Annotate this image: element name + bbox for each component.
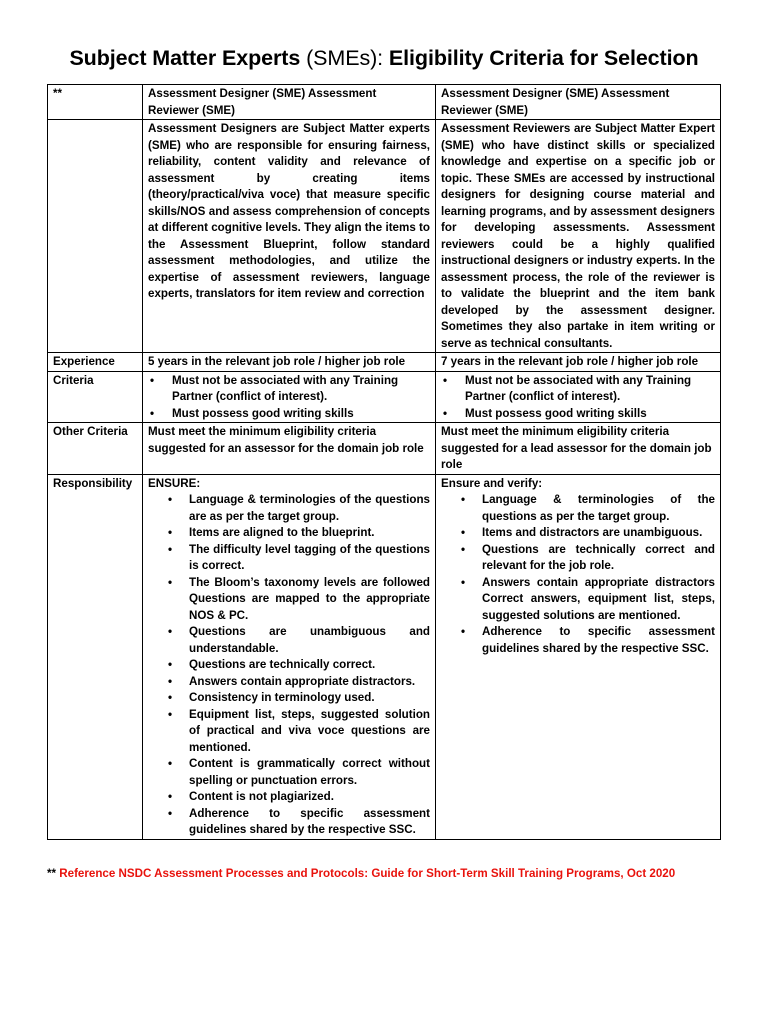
header-reviewer: Assessment Designer (SME) Assessment Reviewer (SME)	[436, 85, 721, 120]
reference-footnote	[47, 867, 675, 880]
description-row	[48, 120, 721, 353]
experience-label: Experience	[48, 353, 143, 372]
list-item: • Must not be associated with any Training Partner (conflict of interest).	[148, 373, 430, 406]
header-col1: **	[48, 85, 143, 120]
designer-description: Assessment Designers are Subject Matter experts (SME) who are responsible for ensuring fairness, reliability, content validity and relevance of assessment by creating items (theory/practical/viva voce) that measure specific skills/NOS and assess comprehension of concepts at different cognitive levels. They align the items to the Assessment Blueprint, follow standard assessment methodologies, and utilize the expertise of assessment reviewers, language experts, translators for item review and correction	[143, 120, 436, 353]
list-item: • Consistency in terminology used.	[148, 690, 430, 707]
responsibility-row	[48, 474, 721, 839]
criteria-label: Criteria	[48, 371, 143, 423]
list-item: • Adherence to specific assessment guidelines shared by the respective SSC.	[148, 806, 430, 839]
footnote-marker: **	[47, 867, 57, 880]
reviewer-description: Assessment Reviewers are Subject Matter Expert (SME) who have distinct skills or specialized knowledge and expertise on a specific job or topic. These SMEs are accessed by instructional designers for designing course material and learning programs, and by assessment designers for developing assessments. Assessment reviewers could be a highly qualified instructional designers or industry experts. In the assessment process, the role of the reviewer is to validate the blueprint and the item bank developed by the assessment designer. Sometimes they also partake in item writing or serve as technical consultants.	[436, 120, 721, 353]
footnote-text: Reference NSDC Assessment Processes and Protocols: Guide for Short-Term Skill Training Programs, Oct 2020	[56, 867, 676, 880]
list-item: • Answers contain appropriate distractors Correct answers, equipment list, steps, suggested solutions are mentioned.	[441, 575, 715, 625]
designer-responsibility-heading: ENSURE:	[148, 476, 201, 490]
other-criteria-row	[48, 423, 721, 475]
list-item: • Answers contain appropriate distractors.	[148, 674, 430, 691]
list-item: • Content is grammatically correct without spelling or punctuation errors.	[148, 756, 430, 789]
reviewer-responsibility-heading: Ensure and verify:	[441, 476, 543, 490]
criteria-row	[48, 371, 721, 423]
responsibility-label: Responsibility	[48, 474, 143, 839]
list-item: • Questions are technically correct.	[148, 657, 430, 674]
list-item: • The Bloom’s taxonomy levels are followed Questions are mapped to the appropriate NOS & PC.	[148, 575, 430, 625]
reviewer-other-criteria: Must meet the minimum eligibility criteria suggested for a lead assessor for the domain job role	[436, 423, 721, 475]
other-criteria-label: Other Criteria	[48, 423, 143, 475]
experience-row	[48, 353, 721, 372]
list-item: • Items and distractors are unambiguous.	[441, 525, 715, 542]
designer-experience: 5 years in the relevant job role / higher job role	[143, 353, 436, 372]
list-item: • Questions are technically correct and relevant for the job role.	[441, 542, 715, 575]
header-designer: Assessment Designer (SME) Assessment Reviewer (SME)	[143, 85, 436, 120]
list-item: • Adherence to specific assessment guidelines shared by the respective SSC.	[441, 624, 715, 657]
page-title: Subject Matter Experts (SMEs): Eligibility Criteria for Selection	[69, 46, 699, 70]
reviewer-criteria	[436, 371, 721, 423]
header-row	[48, 85, 721, 120]
description-label	[48, 120, 143, 353]
list-item: • Must possess good writing skills	[148, 406, 430, 423]
designer-responsibility	[143, 474, 436, 839]
eligibility-table	[47, 84, 721, 840]
reviewer-responsibility	[436, 474, 721, 839]
list-item: • Items are aligned to the blueprint.	[148, 525, 430, 542]
list-item: • The difficulty level tagging of the questions is correct.	[148, 542, 430, 575]
list-item: • Language & terminologies of the questions are as per the target group.	[148, 492, 430, 525]
designer-criteria	[143, 371, 436, 423]
list-item: • Must possess good writing skills	[441, 406, 715, 423]
list-item: • Equipment list, steps, suggested solution of practical and viva voce questions are mentioned.	[148, 707, 430, 757]
list-item: • Content is not plagiarized.	[148, 789, 430, 806]
list-item: • Must not be associated with any Training Partner (conflict of interest).	[441, 373, 715, 406]
list-item: • Language & terminologies of the questions as per the target group.	[441, 492, 715, 525]
list-item: • Questions are unambiguous and understandable.	[148, 624, 430, 657]
reviewer-experience: 7 years in the relevant job role / higher job role	[436, 353, 721, 372]
designer-other-criteria: Must meet the minimum eligibility criteria suggested for an assessor for the domain job role	[143, 423, 436, 475]
